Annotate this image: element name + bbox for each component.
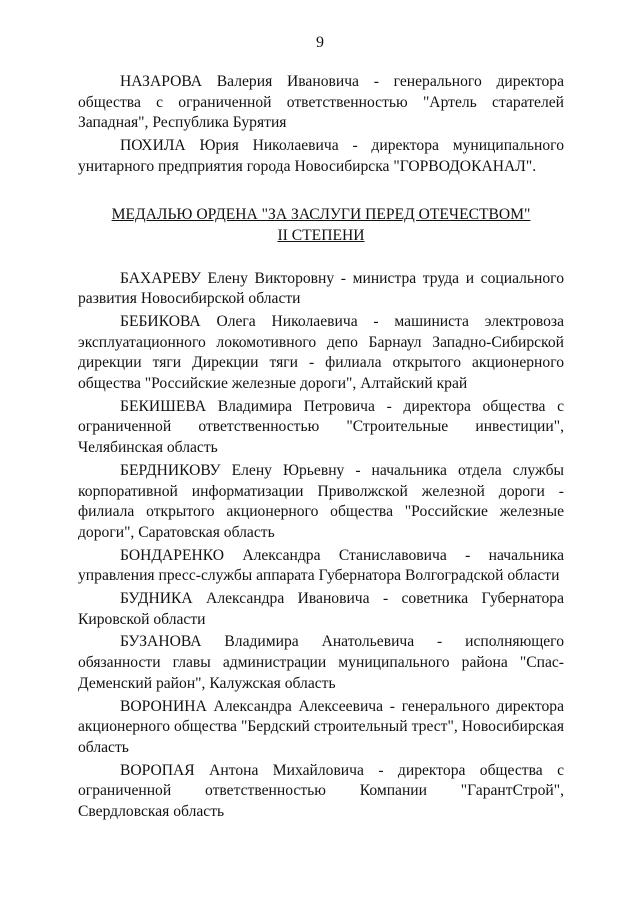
- award-entry: ВОРОПАЯ Антона Михайловича - директора общества с ограниченной ответственностью Компании "ГарантСтрой", Свердловская область: [78, 761, 564, 821]
- award-entry: ПОХИЛА Юрия Николаевича - директора муниципального унитарного предприятия города Новосибирска "ГОРВОДОКАНАЛ".: [78, 137, 564, 175]
- award-entry: БАХАРЕВУ Елену Викторовну - министра труда и социального развития Новосибирской области: [78, 269, 564, 308]
- award-entry: БЕКИШЕВА Владимира Петровича - директора общества с ограниченной ответственностью "Строительные инвестиции", Челябинская область: [78, 397, 564, 457]
- award-entry: НАЗАРОВА Валерия Ивановича - генерального директора общества с ограниченной ответственностью "Артель старателей Западная", Республика Бурятия: [78, 73, 564, 132]
- award-entry: БЕБИКОВА Олега Николаевича - машиниста электровоза эксплуатационного локомотивного депо Барнаул Западно-Сибирской дирекции тяги Дирекции тяги - филиала открытого акционерного общества "Российские железные дороги", Алтайский край: [78, 312, 564, 393]
- section-heading-line-2: II СТЕПЕНИ: [277, 226, 365, 244]
- award-entry: БОНДАРЕНКО Александра Станиславовича - начальника управления пресс-службы аппарата Губернатора Волгоградской области: [78, 546, 564, 585]
- award-entry: БУЗАНОВА Владимира Анатольевича - исполняющего обязанности главы администрации муниципального района "Спас-Деменский район", Калужская область: [78, 633, 564, 692]
- page-number: 9: [316, 34, 324, 51]
- award-entry: БУДНИКА Александра Ивановича - советника Губернатора Кировской области: [78, 590, 564, 628]
- document-body: [78, 72, 564, 825]
- award-entry: БЕРДНИКОВУ Елену Юрьевну - начальника отдела службы корпоративной информатизации Приволжской железной дороги - филиала открытого акционерного общества "Российские железные дороги", Саратовская область: [78, 461, 564, 541]
- section-heading: [78, 204, 564, 246]
- section-heading-line-1: МЕДАЛЬЮ ОРДЕНА "ЗА ЗАСЛУГИ ПЕРЕД ОТЕЧЕСТВОМ": [111, 205, 531, 223]
- award-entry: ВОРОНИНА Александра Алексеевича - генерального директора акционерного общества "Бердский строительный трест", Новосибирская область: [78, 697, 564, 756]
